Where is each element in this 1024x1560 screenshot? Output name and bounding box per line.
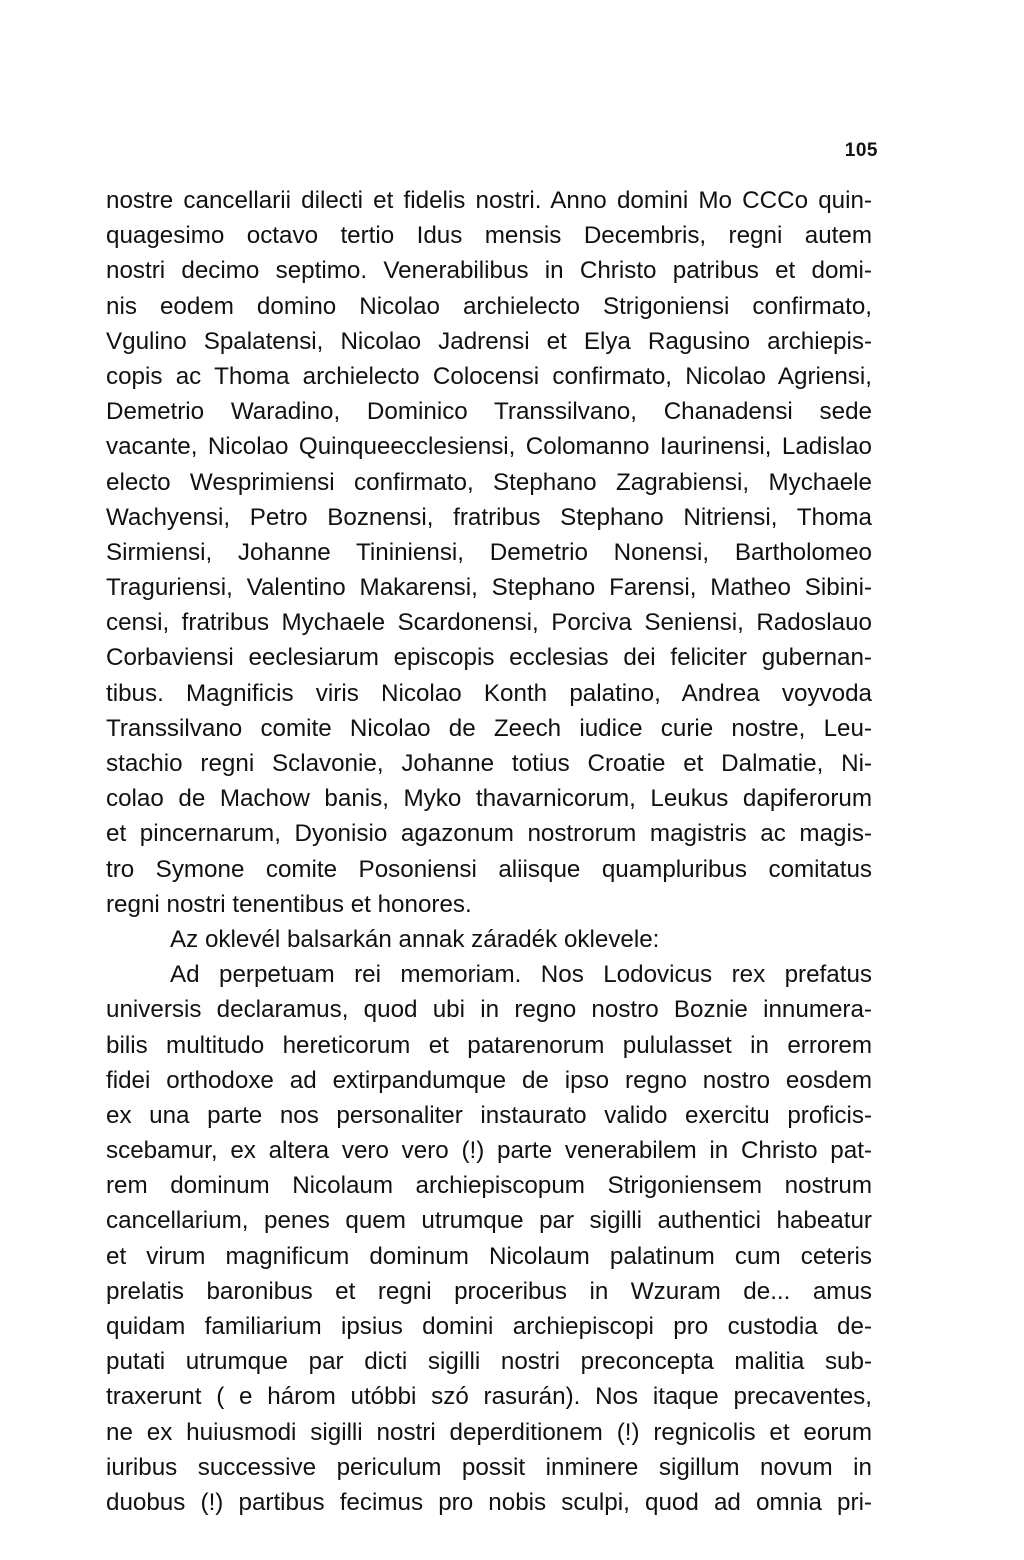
text-line: iuribus successive periculum possit inminere sigillum novum in: [106, 1453, 872, 1481]
text-line: prelatis baronibus et regni proceribus in Wzuram de... amus: [106, 1277, 872, 1305]
text-line: nis eodem domino Nicolao archielecto Strigoniensi confirmato,: [106, 292, 872, 320]
text-line: Traguriensi, Valentino Makarensi, Stephano Farensi, Matheo Sibini-: [106, 574, 872, 602]
text-line: electo Wesprimiensi confirmato, Stephano Zagrabiensi, Mychaele: [106, 468, 872, 496]
text-line: ex una parte nos personaliter instaurato valido exercitu proficis-: [106, 1101, 872, 1129]
text-line: universis declaramus, quod ubi in regno nostro Boznie innumera-: [106, 996, 872, 1024]
text-line: colao de Machow banis, Myko thavarnicorum, Leukus dapiferorum: [106, 785, 872, 813]
text-line: et pincernarum, Dyonisio agazonum nostrorum magistris ac magis-: [106, 820, 872, 848]
text-line: quagesimo octavo tertio Idus mensis Decembris, regni autem: [106, 222, 872, 250]
text-line: cancellarium, penes quem utrumque par sigilli authentici habeatur: [106, 1207, 872, 1235]
text-line: duobus (!) partibus fecimus pro nobis sculpi, quod ad omnia pri-: [106, 1488, 872, 1516]
text-line: scebamur, ex altera vero vero (!) parte venerabilem in Christo pat-: [106, 1137, 872, 1165]
text-line: tibus. Magnificis viris Nicolao Konth palatino, Andrea voyvoda: [106, 679, 872, 707]
text-line: Wachyensi, Petro Boznensi, fratribus Stephano Nitriensi, Thoma: [106, 503, 872, 531]
text-line: Corbaviensi eeclesiarum episcopis ecclesias dei feliciter gubernan-: [106, 644, 872, 672]
text-line: rem dominum Nicolaum archiepiscopum Strigoniensem nostrum: [106, 1172, 872, 1200]
text-line: stachio regni Sclavonie, Johanne totius Croatie et Dalmatie, Ni-: [106, 750, 872, 777]
page-number: 105: [844, 140, 878, 161]
text-line: traxerunt ( e három utóbbi szó rasurán). Nos itaque precaventes,: [106, 1383, 872, 1411]
text-line: Sirmiensi, Johanne Tininiensi, Demetrio Nonensi, Bartholomeo: [106, 538, 872, 566]
text-line: copis ac Thoma archielecto Colocensi confirmato, Nicolao Agriensi,: [106, 362, 872, 390]
text-line: Demetrio Waradino, Dominico Transsilvano, Chanadensi sede: [106, 398, 872, 426]
text-line: fidei orthodoxe ad extirpandumque de ipso regno nostro eosdem: [106, 1066, 872, 1094]
text-line: nostre cancellarii dilecti et fidelis nostri. Anno domini Mo CCCo quin-: [106, 187, 872, 214]
text-line: et virum magnificum dominum Nicolaum palatinum cum ceteris: [106, 1242, 872, 1270]
text-line: censi, fratribus Mychaele Scardonensi, Porciva Seniensi, Radoslauo: [106, 609, 872, 637]
text-line: vacante, Nicolao Quinqueecclesiensi, Colomanno Iaurinensi, Ladislao: [106, 433, 872, 461]
text-line: tro Symone comite Posoniensi aliisque quampluribus comitatus: [106, 855, 872, 883]
text-line: regni nostri tenentibus et honores.: [106, 890, 472, 918]
text-line: Transsilvano comite Nicolao de Zeech iudice curie nostre, Leu-: [106, 714, 872, 742]
body-text: [106, 183, 872, 1520]
text-line: Ad perpetuam rei memoriam. Nos Lodovicus rex prefatus: [170, 961, 872, 989]
text-line: ne ex huiusmodi sigilli nostri deperditionem (!) regnicolis et eorum: [106, 1418, 872, 1446]
text-line: bilis multitudo hereticorum et patarenorum pululasset in errorem: [106, 1031, 872, 1059]
text-line: Vgulino Spalatensi, Nicolao Jadrensi et Elya Ragusino archiepis-: [106, 327, 872, 355]
text-line: quidam familiarium ipsius domini archiepiscopi pro custodia de-: [106, 1313, 872, 1340]
text-line: Az oklevél balsarkán annak záradék oklevele:: [170, 925, 660, 953]
text-line: nostri decimo septimo. Venerabilibus in Christo patribus et domi-: [106, 257, 872, 285]
text-line: putati utrumque par dicti sigilli nostri preconcepta malitia sub-: [106, 1348, 872, 1376]
